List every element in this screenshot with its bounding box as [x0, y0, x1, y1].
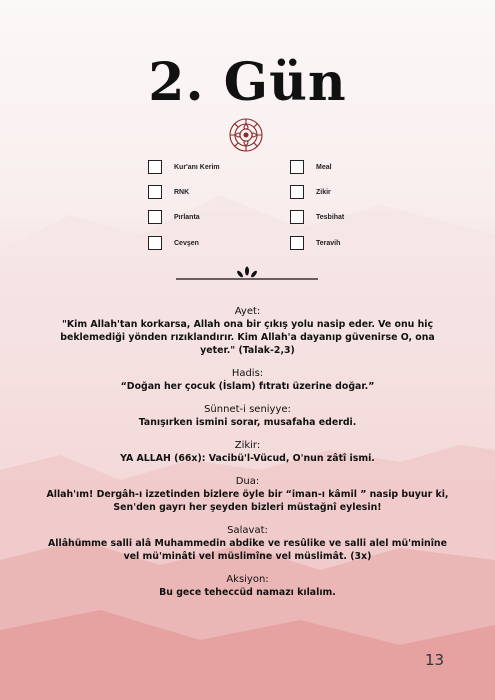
checkbox-icon[interactable]	[148, 160, 162, 174]
aksiyon-section	[20, 574, 475, 599]
hadis-section	[20, 368, 475, 393]
checklist-item-kurani-kerim[interactable]	[148, 160, 220, 174]
checklist-item-teravih[interactable]	[290, 236, 340, 250]
salavat-line: Allâhümme salli alâ Muhammedin abdike ve resûlike ve salli alel mü'minîne	[48, 538, 447, 549]
ayet-line: "Kim Allah'tan korkarsa, Allah ona bir çıkış yolu nasip eder. Ve onu hiç	[61, 319, 434, 330]
mandala-icon	[228, 117, 264, 153]
sunnet-title: Sünnet-i seniyye:	[204, 404, 291, 415]
hadis-line: “Doğan her çocuk (İslam) fıtratı üzerine doğar.”	[120, 381, 375, 392]
sprout-divider-icon	[176, 266, 318, 280]
page-title: 2. Gün	[148, 52, 347, 113]
checklist-label: Kur'anı Kerim	[174, 163, 220, 171]
checklist-item-pirlanta[interactable]	[148, 210, 200, 224]
checkbox-icon[interactable]	[290, 160, 304, 174]
checkbox-icon[interactable]	[148, 185, 162, 199]
salavat-line: vel mü'minâti vel müslimîne vel müslimât. (3x)	[123, 551, 372, 562]
checkbox-icon[interactable]	[290, 210, 304, 224]
checklist-item-meal[interactable]	[290, 160, 332, 174]
checklist-label: RNK	[174, 188, 190, 196]
hadis-title: Hadis:	[231, 368, 264, 379]
sunnet-line: Tanışırken ismini sorar, musafaha ederdi.	[138, 417, 357, 428]
page-number: 13	[425, 651, 445, 669]
salavat-title: Salavat:	[227, 525, 268, 536]
ayet-line: beklemediği yönden rızıklandırır. Kim Allah'a dayanıp güvenirse O, ona	[60, 332, 435, 343]
checklist-label: Teravih	[316, 239, 341, 247]
dua-line: Allah'ım! Dergâh-ı izzetinden bizlere öyle bir “iman-ı kâmil ” nasip buyur ki,	[46, 489, 449, 500]
checklist-item-tesbihat[interactable]	[290, 210, 344, 224]
checkbox-icon[interactable]	[148, 236, 162, 250]
aksiyon-line: Bu gece teheccüd namazı kılalım.	[159, 587, 336, 598]
zikir-section	[20, 440, 475, 465]
ayet-section	[20, 306, 475, 357]
salavat-section	[20, 525, 475, 563]
ayet-line: yeter." (Talak-2,3)	[200, 345, 295, 356]
checklist-label: Cevşen	[174, 239, 199, 247]
checklist-item-zikir[interactable]	[290, 185, 331, 199]
dua-title: Dua:	[235, 476, 260, 487]
aksiyon-title: Aksiyon:	[226, 574, 269, 585]
sunnet-section	[20, 404, 475, 429]
checklist-label: Tesbihat	[316, 213, 345, 221]
checkbox-icon[interactable]	[290, 236, 304, 250]
dua-section	[20, 476, 475, 514]
zikir-title: Zikir:	[234, 440, 261, 451]
checkbox-icon[interactable]	[290, 185, 304, 199]
dua-line: Sen'den gayrı her şeyden bizleri müstağnî eylesin!	[113, 502, 382, 513]
ayet-title: Ayet:	[234, 306, 261, 317]
checklist-label: Meal	[316, 163, 332, 171]
checklist-item-rnk[interactable]	[148, 185, 189, 199]
checklist-label: Pırlanta	[174, 213, 200, 221]
checklist-item-cevsen[interactable]	[148, 236, 199, 250]
zikir-line: YA ALLAH (66x): Vacibü'l-Vücud, O'nun zâtî ismi.	[120, 453, 375, 464]
daily-content	[20, 306, 475, 610]
checklist-label: Zikir	[316, 188, 331, 196]
checkbox-icon[interactable]	[148, 210, 162, 224]
